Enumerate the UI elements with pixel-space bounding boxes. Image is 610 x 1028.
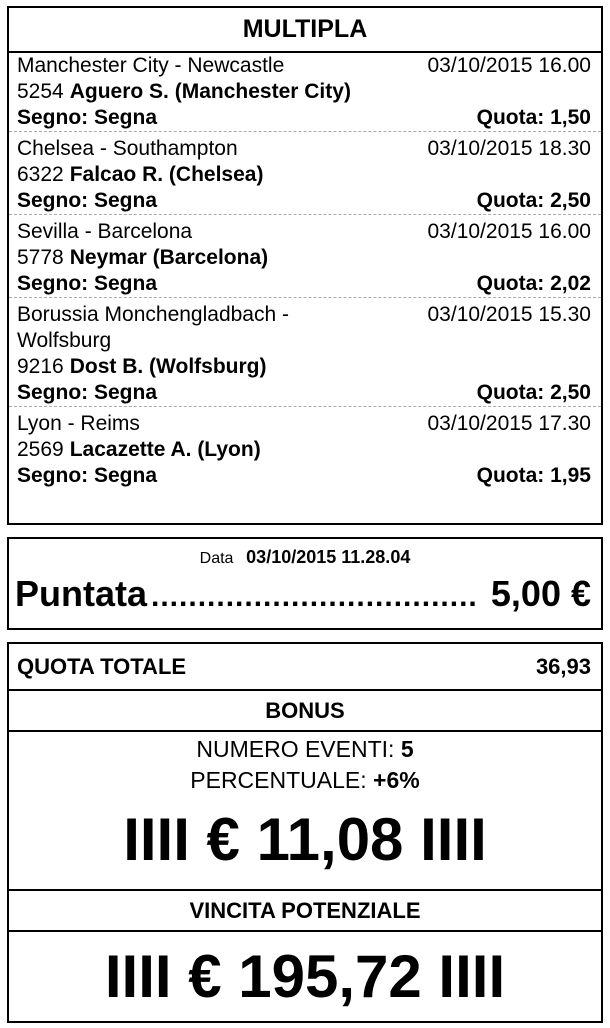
event-match: Chelsea - Southampton: [17, 137, 238, 160]
event-quota: Quota: 2,50: [476, 189, 591, 212]
event-quota: Quota: 2,02: [476, 272, 591, 295]
potential-win-amount: IIII € 195,72 IIII: [104, 943, 506, 1010]
event-segno: Segno: Segna: [17, 106, 158, 129]
total-odds-value: 36,93: [535, 653, 591, 679]
ticket-date-label: Data: [199, 550, 234, 567]
event-match: Lyon - Reims: [17, 412, 140, 435]
event-player: Dost B. (Wolfsburg): [69, 355, 267, 378]
stake-value: 5,00 €: [490, 573, 591, 614]
bonus-percent-line: [9, 765, 601, 796]
event-player: Lacazette A. (Lyon): [69, 438, 261, 461]
totals-panel: [7, 642, 603, 1023]
event-datetime: 03/10/2015 15.30: [427, 303, 591, 326]
multipla-panel: [7, 6, 603, 525]
total-odds-row: [9, 644, 601, 691]
event-datetime: 03/10/2015 16.00: [427, 220, 591, 243]
bonus-amount: IIII € 11,08 IIII: [123, 806, 487, 873]
event-datetime: 03/10/2015 17.30: [427, 412, 591, 435]
bonus-title: BONUS: [9, 691, 601, 732]
ticket-date-value: 03/10/2015 11.28.04: [246, 547, 411, 567]
ticket-date-row: [9, 547, 601, 569]
event-row: [9, 132, 601, 215]
event-datetime: 03/10/2015 18.30: [427, 137, 591, 160]
event-segno: Segno: Segna: [17, 381, 158, 404]
event-row: [9, 298, 601, 407]
stake-label: Puntata: [15, 573, 148, 614]
event-match: Sevilla - Barcelona: [17, 220, 193, 243]
multipla-title: MULTIPLA: [9, 8, 601, 53]
event-match: Borussia Monchengladbach - Wolfsburg: [17, 303, 289, 352]
event-code: 5254: [17, 80, 64, 103]
event-count-line: [9, 734, 601, 765]
event-row: [9, 215, 601, 298]
event-code: 6322: [17, 163, 64, 186]
event-segno: Segno: Segna: [17, 189, 158, 212]
total-odds-label: QUOTA TOTALE: [17, 653, 187, 679]
event-quota: Quota: 1,50: [476, 106, 591, 129]
event-segno: Segno: Segna: [17, 464, 158, 487]
event-player: Neymar (Barcelona): [69, 246, 269, 269]
event-row: [9, 53, 601, 132]
bonus-percent-label: PERCENTUALE:: [190, 767, 367, 793]
event-code: 9216: [17, 355, 64, 378]
event-segno: Segno: Segna: [17, 272, 158, 295]
stake-row: [9, 569, 601, 622]
stake-dot-leader: ...................................: [151, 580, 478, 613]
potential-win-title: VINCITA POTENZIALE: [9, 891, 601, 932]
bonus-percent-value: +6%: [373, 767, 420, 793]
bonus-section: [9, 734, 601, 891]
event-code: 2569: [17, 438, 64, 461]
event-row: [9, 407, 601, 489]
event-datetime: 03/10/2015 16.00: [427, 54, 591, 77]
event-quota: Quota: 2,50: [476, 381, 591, 404]
event-count-value: 5: [400, 736, 414, 762]
stake-panel: [7, 537, 603, 630]
event-match: Manchester City - Newcastle: [17, 54, 285, 77]
event-code: 5778: [17, 246, 64, 269]
event-player: Aguero S. (Manchester City): [69, 80, 351, 103]
event-count-label: NUMERO EVENTI:: [196, 736, 395, 762]
event-quota: Quota: 1,95: [476, 464, 591, 487]
event-player: Falcao R. (Chelsea): [69, 163, 264, 186]
